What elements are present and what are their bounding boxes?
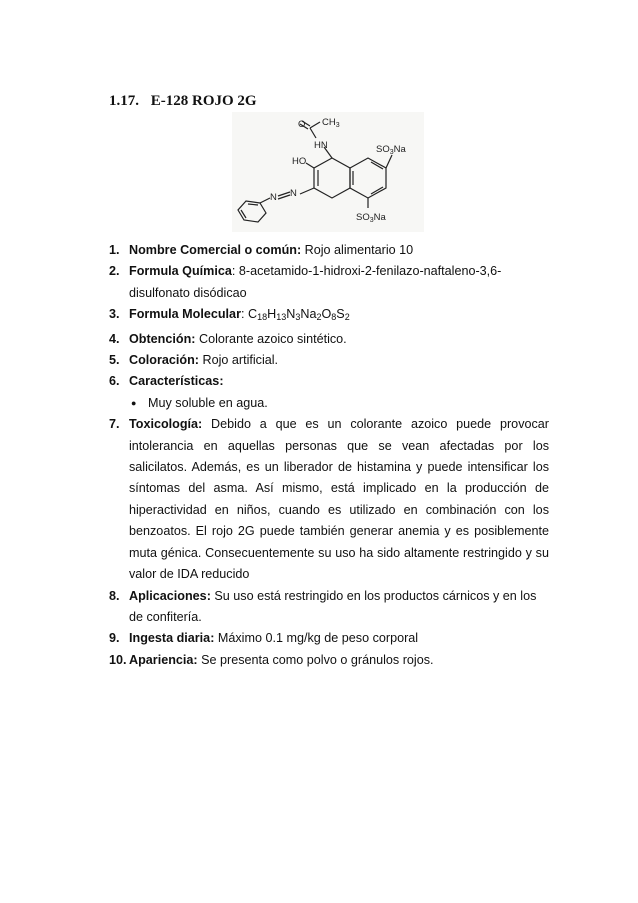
list-item-coloracion bbox=[109, 350, 549, 371]
bullet-item: ● Muy soluble en agua. bbox=[129, 393, 549, 414]
item-number: 9. bbox=[109, 631, 120, 646]
label-so3na-bottom: $SO_3Na$ bbox=[356, 212, 386, 224]
item-text: Se presenta como polvo o gránulos rojos. bbox=[197, 652, 434, 667]
list-item-formula-quimica bbox=[109, 261, 549, 304]
item-text: : bbox=[240, 307, 248, 322]
formula-element: H bbox=[267, 307, 277, 322]
label-so3na-top: $SO_3Na$ bbox=[376, 144, 406, 156]
item-text: Debido a que es un colorante azoico puede provocar intolerancia en aquellas personas que se vean afectadas por los salicilatos. Además, es un liberador de histamina y puede intensificar los síntomas del asma. Así mismo, está implicado en la producción de hiperactividad en niños, cuando es utilizado en combinación con los benzoatos. El rojo 2G puede también generar anemia y es posiblemente muta génica. Consecuentemente su uso ha sido altamente restringido y su valor de IDA reducido bbox=[129, 417, 549, 582]
list-item-apariencia bbox=[109, 650, 549, 671]
item-label: Características: bbox=[129, 374, 224, 389]
item-label: Toxicología: bbox=[129, 417, 203, 432]
item-label: Apariencia: bbox=[129, 652, 198, 667]
item-number: 1. bbox=[109, 243, 120, 257]
list-item-nombre bbox=[109, 240, 549, 261]
item-text: : 8-acetamido-1-hidroxi-2-fenilazo-naftaleno-3,6-disulfonato disódicao bbox=[129, 264, 502, 300]
formula-element: O bbox=[321, 307, 332, 322]
label-o: O bbox=[298, 119, 306, 130]
list-item-toxicologia bbox=[109, 414, 549, 585]
item-label: Ingesta diaria: bbox=[129, 631, 215, 646]
item-text: Rojo alimentario 10 bbox=[301, 243, 414, 257]
item-text: Rojo artificial. bbox=[198, 353, 279, 368]
formula-subscript: 3 bbox=[295, 312, 301, 323]
formula-subscript: 2 bbox=[344, 312, 350, 323]
bullet-list bbox=[129, 393, 549, 414]
list-item-formula-molecular bbox=[109, 304, 549, 328]
item-label: Coloración: bbox=[129, 353, 199, 368]
section-heading bbox=[109, 93, 257, 110]
item-number: 4. bbox=[109, 331, 120, 346]
section-number: 1.17. bbox=[109, 93, 139, 109]
formula-element: Na bbox=[300, 307, 317, 322]
item-text: Su uso está restringido en los productos cárnicos y en los de confitería. bbox=[129, 588, 537, 624]
item-label: Formula Química bbox=[129, 264, 232, 279]
molecular-formula bbox=[248, 307, 350, 321]
section-title: E-128 ROJO 2G bbox=[150, 93, 257, 109]
item-text: Colorante azoico sintético. bbox=[195, 331, 347, 346]
item-label: Nombre Comercial o común: bbox=[129, 243, 302, 257]
list-item-obtencion bbox=[109, 329, 549, 350]
item-number: 8. bbox=[109, 588, 120, 603]
item-text: Máximo 0.1 mg/kg de peso corporal bbox=[214, 631, 419, 646]
formula-subscript: 13 bbox=[276, 312, 287, 323]
item-number: 5. bbox=[109, 353, 120, 368]
list-item-aplicaciones bbox=[109, 586, 549, 629]
item-number: 6. bbox=[109, 374, 120, 389]
item-label: Aplicaciones: bbox=[129, 588, 211, 603]
item-number: 7. bbox=[109, 417, 120, 432]
list-item-ingesta bbox=[109, 628, 549, 649]
formula-subscript: 18 bbox=[257, 312, 268, 323]
label-hn: HN bbox=[314, 140, 328, 151]
formula-element: N bbox=[286, 307, 296, 322]
properties-list bbox=[109, 240, 549, 671]
formula-element: S bbox=[336, 307, 345, 322]
item-number: 2. bbox=[109, 264, 120, 279]
formula-subscript: 8 bbox=[331, 312, 337, 323]
item-label: Obtención: bbox=[129, 331, 196, 346]
label-n1: N bbox=[290, 188, 297, 199]
chemical-structure-diagram bbox=[232, 112, 424, 232]
item-number: 3. bbox=[109, 307, 120, 322]
formula-element: C bbox=[247, 307, 258, 322]
label-ch3: $CH_3$ bbox=[322, 117, 340, 129]
formula-subscript: 2 bbox=[316, 312, 322, 323]
chemical-structure-figure bbox=[232, 112, 424, 232]
label-n2: N bbox=[270, 192, 277, 203]
list-item-caracteristicas bbox=[109, 371, 549, 414]
item-number: 10. bbox=[109, 652, 127, 667]
item-label: Formula Molecular bbox=[129, 307, 241, 322]
label-ho: HO bbox=[292, 156, 307, 167]
